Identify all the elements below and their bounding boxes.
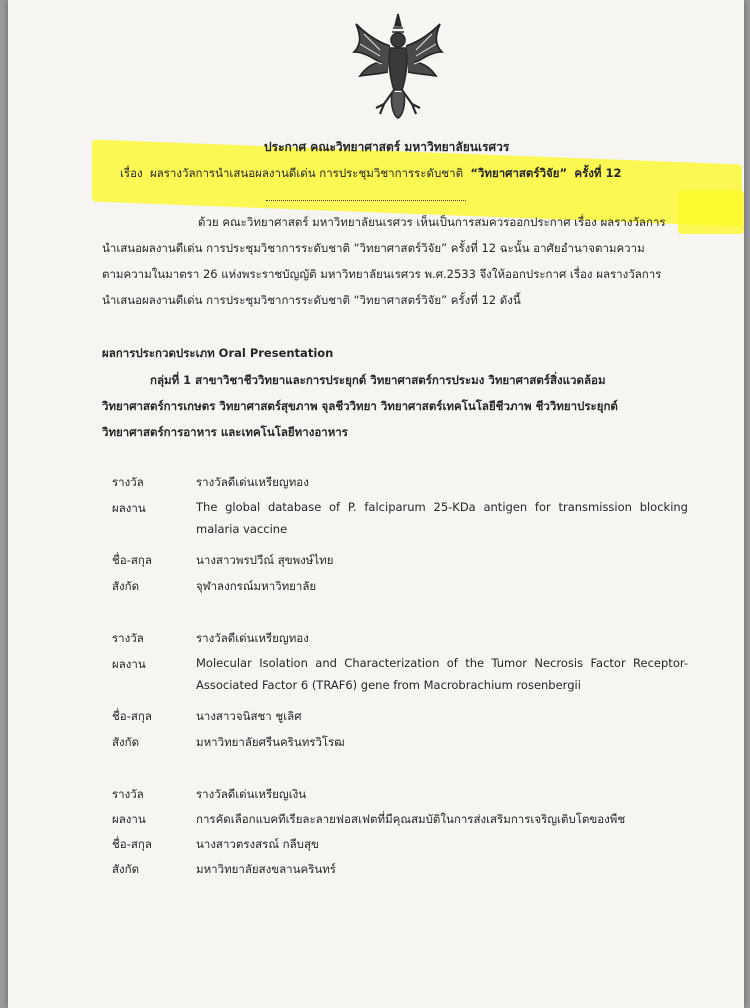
work-value: The global database of P. falciparum 25-KDa antigen for transmission blocking malaria vaccine xyxy=(196,500,688,536)
affiliation-label: สังกัด xyxy=(112,579,140,593)
affiliation-value: มหาวิทยาลัยศรีนครินทรวิโรฒ xyxy=(196,735,345,749)
group-line: วิทยาศาสตร์การเกษตร วิทยาศาสตร์สุขภาพ จุลชีววิทยา วิทยาศาสตร์เทคโนโลยีชีวภาพ ชีววิทยาประยุกต์ xyxy=(102,399,618,413)
section-title: ผลการประกวดประเภท Oral Presentation xyxy=(102,346,334,360)
name-label: ชื่อ-สกุล xyxy=(112,709,152,723)
name-value: นางสาวจนิสชา ชูเลิศ xyxy=(196,709,302,723)
announcement-title: ประกาศ คณะวิทยาศาสตร์ มหาวิทยาลัยนเรศวร xyxy=(264,140,510,154)
name-value: นางสาวพรปวีณ์ สุขพงษ์ไทย xyxy=(196,553,334,567)
garuda-emblem-icon xyxy=(350,12,446,120)
subject-line xyxy=(120,165,621,183)
award-value: รางวัลดีเด่นเหรียญเงิน xyxy=(196,787,307,801)
work-value: Molecular Isolation and Characterization of the Tumor Necrosis Factor Receptor-Associated Factor 6 (TRAF6) gene from Macrobrachium rosenbergii xyxy=(196,656,688,692)
affiliation-value: จุฬาลงกรณ์มหาวิทยาลัย xyxy=(196,579,317,593)
subject-quote: “วิทยาศาสตร์วิจัย” xyxy=(470,166,568,180)
award-value: รางวัลดีเด่นเหรียญทอง xyxy=(196,631,309,645)
award-value: รางวัลดีเด่นเหรียญทอง xyxy=(196,475,309,489)
work-label: ผลงาน xyxy=(112,812,146,826)
body-line: ตามความในมาตรา 26 แห่งพระราชบัญญัติ มหาวิทยาลัยนเรศวร พ.ศ.2533 จึงให้ออกประกาศ เรื่อง ผลรางวัลการ xyxy=(102,267,662,281)
highlighter-mark xyxy=(678,190,744,234)
award-label: รางวัล xyxy=(112,631,144,645)
work-value: การคัดเลือกแบคทีเรียละลายฟอสเฟตที่มีคุณสมบัติในการส่งเสริมการเจริญเติบโตของพืช xyxy=(196,812,626,826)
body-line: นำเสนอผลงานดีเด่น การประชุมวิชาการระดับชาติ “วิทยาศาสตร์วิจัย” ครั้งที่ 12 ดังนี้ xyxy=(102,293,521,307)
name-label: ชื่อ-สกุล xyxy=(112,553,152,567)
award-label: รางวัล xyxy=(112,787,144,801)
affiliation-value: มหาวิทยาลัยสงขลานครินทร์ xyxy=(196,862,336,876)
title-divider xyxy=(266,200,466,201)
subject-prefix: เรื่อง xyxy=(120,166,143,180)
award-label: รางวัล xyxy=(112,475,144,489)
group-line: กลุ่มที่ 1 สาขาวิชาชีววิทยาและการประยุกต์ วิทยาศาสตร์การประมง วิทยาศาสตร์สิ่งแวดล้อม xyxy=(150,373,606,387)
affiliation-label: สังกัด xyxy=(112,735,140,749)
document-page xyxy=(8,0,744,1008)
name-label: ชื่อ-สกุล xyxy=(112,837,152,851)
group-line: วิทยาศาสตร์การอาหาร และเทคโนโลยีทางอาหาร xyxy=(102,425,348,439)
work-label: ผลงาน xyxy=(112,501,146,515)
affiliation-label: สังกัด xyxy=(112,862,140,876)
subject-text: ผลรางวัลการนำเสนอผลงานดีเด่น การประชุมวิชาการระดับชาติ xyxy=(149,166,464,180)
body-line: นำเสนอผลงานดีเด่น การประชุมวิชาการระดับชาติ “วิทยาศาสตร์วิจัย” ครั้งที่ 12 ฉะนั้น อาศัยอำนาจตามความ xyxy=(102,241,645,255)
work-label: ผลงาน xyxy=(112,657,146,671)
body-line: ด้วย คณะวิทยาศาสตร์ มหาวิทยาลัยนเรศวร เห็นเป็นการสมควรออกประกาศ เรื่อง ผลรางวัลการ xyxy=(198,215,666,229)
name-value: นางสาวตรงสรณ์ กลีบสุข xyxy=(196,837,319,851)
subject-suffix: ครั้งที่ 12 xyxy=(574,166,622,180)
